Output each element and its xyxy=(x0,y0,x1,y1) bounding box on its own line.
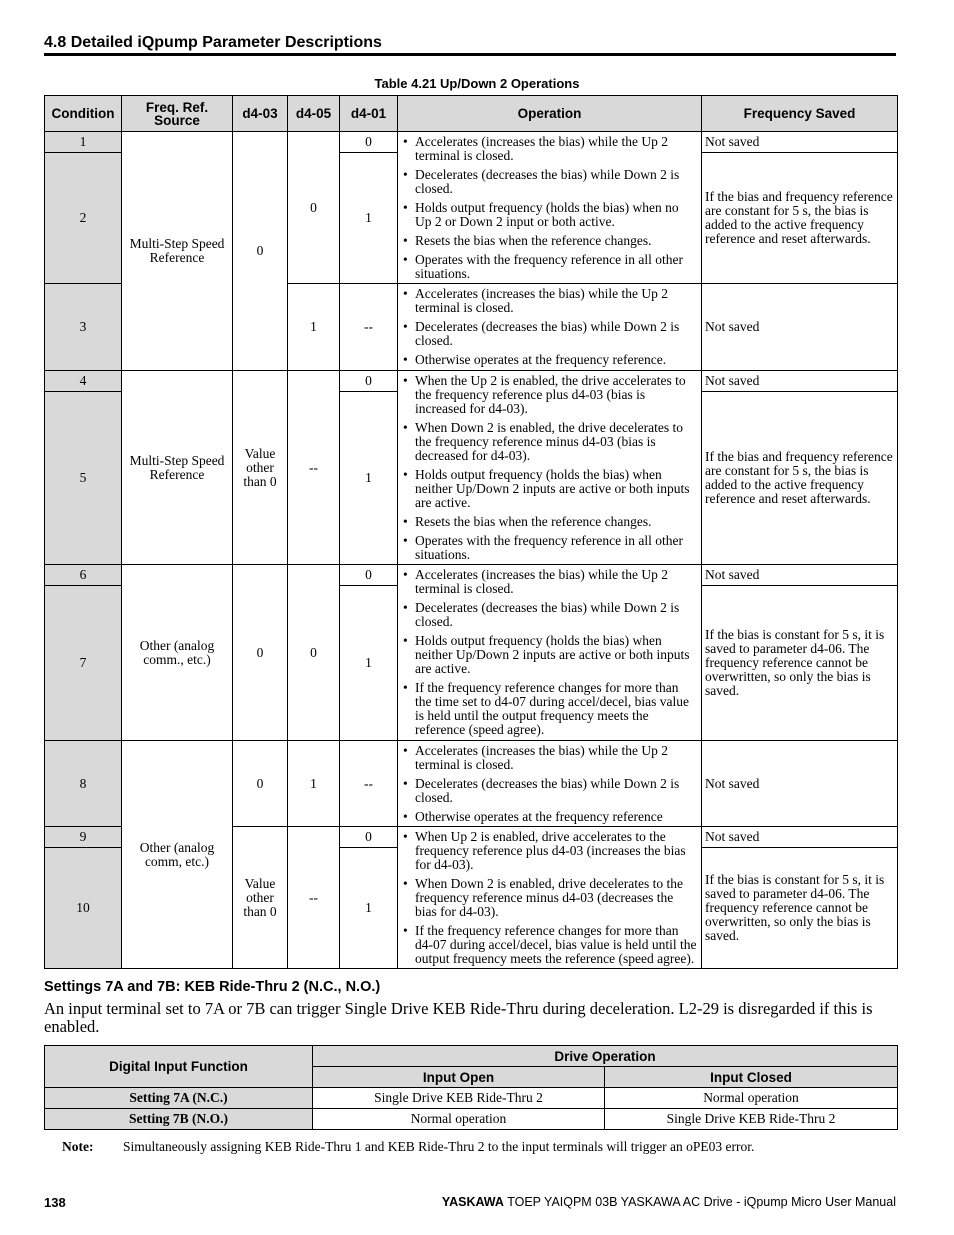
d4-05-cell: 1 xyxy=(288,741,340,827)
table-row xyxy=(45,132,898,153)
col-header-d4-01: d4-01 xyxy=(340,96,398,132)
keb-section-heading: Settings 7A and 7B: KEB Ride-Thru 2 (N.C., N.O.) xyxy=(44,979,381,995)
table-caption: Table 4.21 Up/Down 2 Operations xyxy=(374,76,580,91)
col-header-input-open: Input Open xyxy=(313,1067,605,1088)
freq-ref-source-cell: Multi-Step Speed Reference xyxy=(122,371,233,565)
section-rule xyxy=(44,53,896,56)
operation-item: • Decelerates (decreases the bias) while Down 2 is closed. xyxy=(401,168,698,196)
operation-item: • Resets the bias when the reference changes. xyxy=(401,515,698,529)
table-row xyxy=(45,1109,898,1130)
frequency-saved-cell: If the bias is constant for 5 s, it is saved to parameter d4-06. The frequency reference cannot be overwritten, so only the bias is saved. xyxy=(702,848,898,969)
operation-item: • When Down 2 is enabled, drive decelerates to the frequency reference minus d4-03 (decreases the bias for d4-03). xyxy=(401,877,698,919)
d4-03-cell: 0 xyxy=(233,132,288,371)
freq-ref-source-cell: Multi-Step Speed Reference xyxy=(122,132,233,371)
input-closed-cell: Single Drive KEB Ride-Thru 2 xyxy=(605,1109,898,1130)
operation-list xyxy=(401,135,698,281)
table-header-row xyxy=(45,96,898,132)
operation-item: • Accelerates (increases the bias) while the Up 2 terminal is closed. xyxy=(401,135,698,163)
operation-item: • Holds output frequency (holds the bias) when neither Up/Down 2 inputs are active or both inputs are active. xyxy=(401,634,698,676)
col-header-frequency-saved: Frequency Saved xyxy=(702,96,898,132)
operation-list xyxy=(401,374,698,562)
d4-05-cell: -- xyxy=(288,371,340,565)
d4-01-cell: 0 xyxy=(340,827,398,848)
condition-cell: 10 xyxy=(45,848,122,969)
operation-item: • When Up 2 is enabled, drive accelerates to the frequency reference plus d4-03 (increases the bias for d4-03). xyxy=(401,830,698,872)
col-header-freq-ref-source: Freq. Ref. Source xyxy=(122,96,233,132)
frequency-saved-cell: Not saved xyxy=(702,827,898,848)
col-header-operation: Operation xyxy=(398,96,702,132)
operation-cell xyxy=(398,827,702,969)
operation-item: • When the Up 2 is enabled, the drive accelerates to the frequency reference plus d4-03 (bias is increased for d4-03). xyxy=(401,374,698,416)
operation-list xyxy=(401,287,698,367)
condition-cell: 8 xyxy=(45,741,122,827)
d4-05-cell: 0 xyxy=(288,565,340,741)
operation-item: • Holds output frequency (holds the bias) when neither Up/Down 2 inputs are active or both inputs are active. xyxy=(401,468,698,510)
d4-01-cell: 1 xyxy=(340,392,398,565)
table-row xyxy=(45,741,898,827)
condition-cell: 3 xyxy=(45,284,122,371)
d4-01-cell: 0 xyxy=(340,132,398,153)
operation-item: • Operates with the frequency reference in all other situations. xyxy=(401,534,698,562)
d4-01-cell: 1 xyxy=(340,586,398,741)
col-header-d4-05: d4-05 xyxy=(288,96,340,132)
condition-cell: 5 xyxy=(45,392,122,565)
keb-description: An input terminal set to 7A or 7B can trigger Single Drive KEB Ride-Thru during deceleration. L2-29 is disregarded if this is enabled. xyxy=(44,999,873,1036)
operation-item: • Resets the bias when the reference changes. xyxy=(401,234,698,248)
col-header-condition: Condition xyxy=(45,96,122,132)
frequency-saved-cell: Not saved xyxy=(702,741,898,827)
operation-item: • Decelerates (decreases the bias) while Down 2 is closed. xyxy=(401,320,698,348)
operation-item: • When Down 2 is enabled, the drive decelerates to the frequency reference minus d4-03 (bias is decreased for d4-03). xyxy=(401,421,698,463)
frequency-saved-cell: If the bias is constant for 5 s, it is saved to parameter d4-06. The frequency reference cannot be overwritten, so only the bias is saved. xyxy=(702,586,898,741)
condition-cell: 4 xyxy=(45,371,122,392)
d4-01-cell: 1 xyxy=(340,153,398,284)
col-header-digital-input-function: Digital Input Function xyxy=(45,1046,313,1088)
d4-01-cell: 1 xyxy=(340,848,398,969)
table-row xyxy=(45,371,898,392)
operation-item: • If the frequency reference changes for more than d4-07 during accel/decel, bias value is held until the output frequency meets the reference (speed agree). xyxy=(401,924,698,966)
operation-item: • If the frequency reference changes for more than the time set to d4-07 during accel/decel, bias value is held until the output frequency meets the reference (speed agree). xyxy=(401,681,698,737)
keb-header-row xyxy=(45,1046,898,1067)
footer-brand: YASKAWA xyxy=(441,1195,504,1209)
freq-ref-source-cell: Other (analog comm., etc.) xyxy=(122,565,233,741)
d4-05-cell: -- xyxy=(288,827,340,969)
d4-01-cell: 0 xyxy=(340,371,398,392)
condition-cell: 6 xyxy=(45,565,122,586)
frequency-saved-cell: Not saved xyxy=(702,132,898,153)
d4-05-cell: 1 xyxy=(288,284,340,371)
operation-item: • Operates with the frequency reference in all other situations. xyxy=(401,253,698,281)
note-label: Note: xyxy=(62,1139,94,1154)
operation-item: • Accelerates (increases the bias) while the Up 2 terminal is closed. xyxy=(401,287,698,315)
operation-list xyxy=(401,744,698,824)
col-header-drive-operation: Drive Operation xyxy=(313,1046,898,1067)
setting-cell: Setting 7B (N.O.) xyxy=(45,1109,313,1130)
input-open-cell: Normal operation xyxy=(313,1109,605,1130)
d4-01-cell: 0 xyxy=(340,565,398,586)
operation-cell xyxy=(398,371,702,565)
operation-list xyxy=(401,830,698,966)
table-row xyxy=(45,1088,898,1109)
d4-03-cell: 0 xyxy=(233,565,288,741)
d4-03-cell: 0 xyxy=(233,741,288,827)
operation-cell xyxy=(398,741,702,827)
condition-cell: 7 xyxy=(45,586,122,741)
note-text: Simultaneously assigning KEB Ride-Thru 1 and KEB Ride-Thru 2 to the input terminals will trigger an oPE03 error. xyxy=(123,1139,755,1154)
frequency-saved-cell: If the bias and frequency reference are constant for 5 s, the bias is added to the active frequency reference and reset afterwards. xyxy=(702,153,898,284)
operation-item: • Accelerates (increases the bias) while the Up 2 terminal is closed. xyxy=(401,744,698,772)
frequency-saved-cell: If the bias and frequency reference are constant for 5 s, the bias is added to the active frequency reference and reset afterwards. xyxy=(702,392,898,565)
operation-item: • Accelerates (increases the bias) while the Up 2 terminal is closed. xyxy=(401,568,698,596)
operation-cell xyxy=(398,565,702,741)
d4-01-cell: -- xyxy=(340,741,398,827)
setting-cell: Setting 7A (N.C.) xyxy=(45,1088,313,1109)
col-header-input-closed: Input Closed xyxy=(605,1067,898,1088)
operation-item: • Holds output frequency (holds the bias) when no Up 2 or Down 2 input or both active. xyxy=(401,201,698,229)
d4-03-cell: Value other than 0 xyxy=(233,371,288,565)
operation-cell xyxy=(398,132,702,284)
operation-cell xyxy=(398,284,702,371)
page-number: 138 xyxy=(44,1195,66,1210)
input-open-cell: Single Drive KEB Ride-Thru 2 xyxy=(313,1088,605,1109)
table-row xyxy=(45,565,898,586)
operation-item: • Otherwise operates at the frequency reference xyxy=(401,810,698,824)
d4-05-cell: 0 xyxy=(288,132,340,284)
d4-03-cell: Value other than 0 xyxy=(233,827,288,969)
d4-01-cell: -- xyxy=(340,284,398,371)
col-header-d4-03: d4-03 xyxy=(233,96,288,132)
footer-manual-title xyxy=(442,1195,896,1209)
frequency-saved-cell: Not saved xyxy=(702,371,898,392)
operation-list xyxy=(401,568,698,737)
operation-item: • Decelerates (decreases the bias) while Down 2 is closed. xyxy=(401,777,698,805)
keb-ride-thru-table xyxy=(44,1045,898,1130)
condition-cell: 2 xyxy=(45,153,122,284)
condition-cell: 9 xyxy=(45,827,122,848)
up-down-2-operations-table xyxy=(44,95,898,969)
operation-item: • Otherwise operates at the frequency reference. xyxy=(401,353,698,367)
freq-ref-source-cell: Other (analog comm, etc.) xyxy=(122,741,233,969)
frequency-saved-cell: Not saved xyxy=(702,284,898,371)
operation-item: • Decelerates (decreases the bias) while Down 2 is closed. xyxy=(401,601,698,629)
condition-cell: 1 xyxy=(45,132,122,153)
section-title: 4.8 Detailed iQpump Parameter Descriptions xyxy=(44,34,382,51)
footer-manual-name: TOEP YAIQPM 03B YASKAWA AC Drive - iQpump Micro User Manual xyxy=(503,1195,896,1209)
frequency-saved-cell: Not saved xyxy=(702,565,898,586)
input-closed-cell: Normal operation xyxy=(605,1088,898,1109)
